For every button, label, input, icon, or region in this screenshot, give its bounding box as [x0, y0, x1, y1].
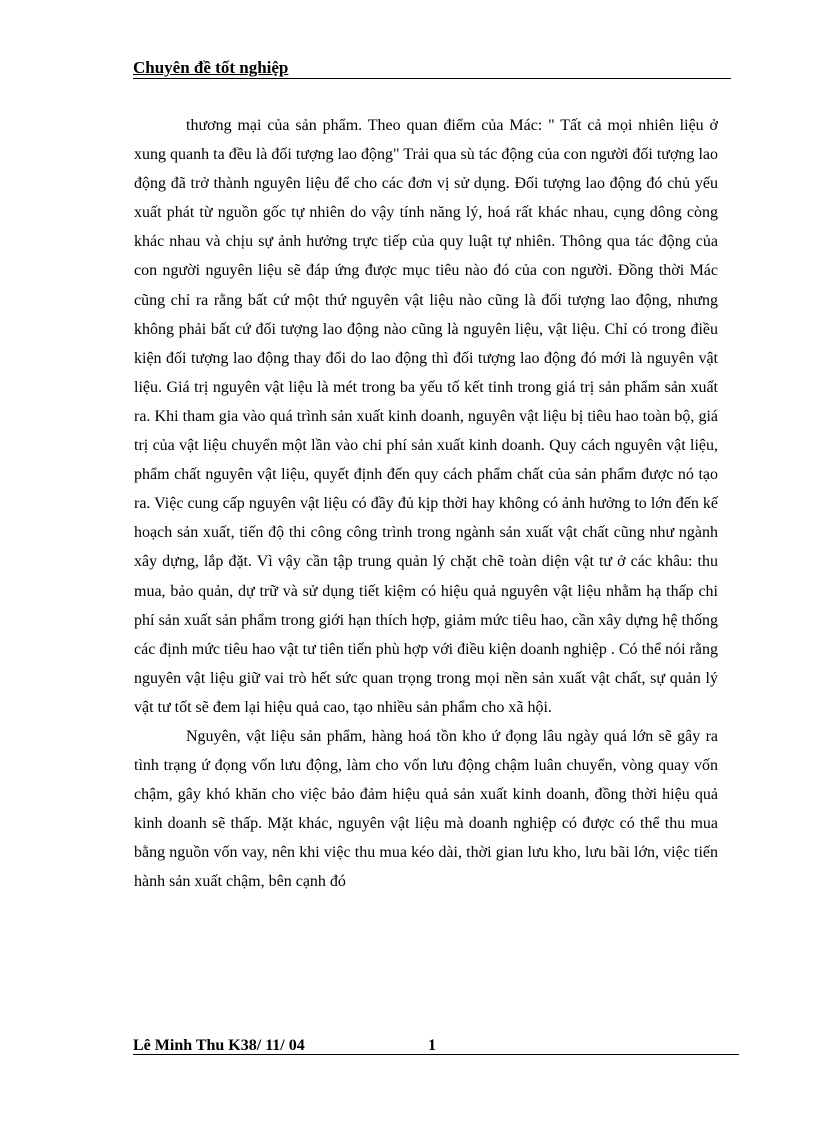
page-header — [133, 58, 731, 79]
footer-author: Lê Minh Thu K38/ 11/ 04 — [133, 1037, 305, 1054]
page-number: 1 — [428, 1037, 436, 1054]
body-paragraph-1: thương mại của sản phẩm. Theo quan điểm của Mác: " Tất cả mọi nhiên liệu ở xung quanh ta đều là đối tượng lao động" Trải qua sù tác động của con người đối tượng lao động đã trở thành nguyên liệu để cho các đơn vị sử dụng. Đối tượng lao động đó chủ yếu xuất phát từ nguồn gốc tự nhiên do vậy tính năng lý, hoá rất khác nhau, cụng dông còng khác nhau và chịu sự ảnh hưởng trực tiếp của quy luật tự nhiên. Thông qua tác động của con người nguyên liệu sẽ đáp ứng được mục tiêu nào đó của con người. Đồng thời Mác cũng chỉ ra rằng bất cứ một thứ nguyên vật liệu nào cũng là đối tượng lao động, nhưng không phải bất cứ đối tượng lao động nào cũng là nguyên liệu, vật liệu. Chỉ có trong điều kiện đối tượng lao động thay đổi do lao động thì đối tượng lao động đó mới là nguyên vật liệu. Giá trị nguyên vật liệu là mét trong ba yếu tố kết tinh trong giá trị sản phẩm sản xuất ra. Khi tham gia vào quá trình sản xuất kinh doanh, nguyên vật liệu bị tiêu hao toàn bộ, giá trị của vật liệu chuyển một lần vào chi phí sản xuất kinh doanh. Quy cách nguyên vật liệu, phẩm chất nguyên vật liệu, quyết định đến quy cách phẩm chất của sản phẩm được nó tạo ra. Việc cung cấp nguyên vật liệu có đầy đủ kịp thời hay không có ảnh hưởng to lớn đến kế hoạch sản xuất, tiến độ thi công công trình trong ngành sản xuất vật chất cũng như ngành xây dựng, lắp đặt. Vì vậy cần tập trung quản lý chặt chẽ toàn diện vật tư ở các khâu: thu mua, bảo quản, dự trữ và sử dụng tiết kiệm có hiệu quả nguyên vật liệu nhằm hạ thấp chi phí sản xuất sản phẩm trong giới hạn thích hợp, giảm mức tiêu hao, cần xây dựng hệ thống các định mức tiêu hao vật tư tiên tiến phù hợp với điều kiện doanh nghiệp . Có thể nói rằng nguyên vật liệu giữ vai trò hết sức quan trọng trong mọi nền sản xuất vật chất, sự quản lý vật tư tốt sẽ đem lại hiệu quả cao, tạo nhiều sản phẩm cho xã hội. — [134, 117, 718, 716]
body-paragraph-2: Nguyên, vật liệu sản phẩm, hàng hoá tồn kho ứ đọng lâu ngày quá lớn sẽ gây ra tình trạng ứ đọng vốn lưu động, làm cho vốn lưu động chậm luân chuyển, vòng quay vốn chậm, gây khó khăn cho việc bảo đảm hiệu quả sản xuất kinh doanh, đồng thời hiệu quả kinh doanh sẽ thấp. Mặt khác, nguyên vật liệu mà doanh nghiệp có được có thể thu mua bằng nguồn vốn vay, nên khi việc thu mua kéo dài, thời gian lưu kho, lưu bãi lớn, việc tiến hành sản xuất chậm, bên cạnh đó — [134, 727, 718, 891]
document-body — [134, 111, 718, 897]
page-footer — [133, 1037, 739, 1055]
header-title: Chuyên đề tốt nghiệp — [133, 58, 289, 77]
